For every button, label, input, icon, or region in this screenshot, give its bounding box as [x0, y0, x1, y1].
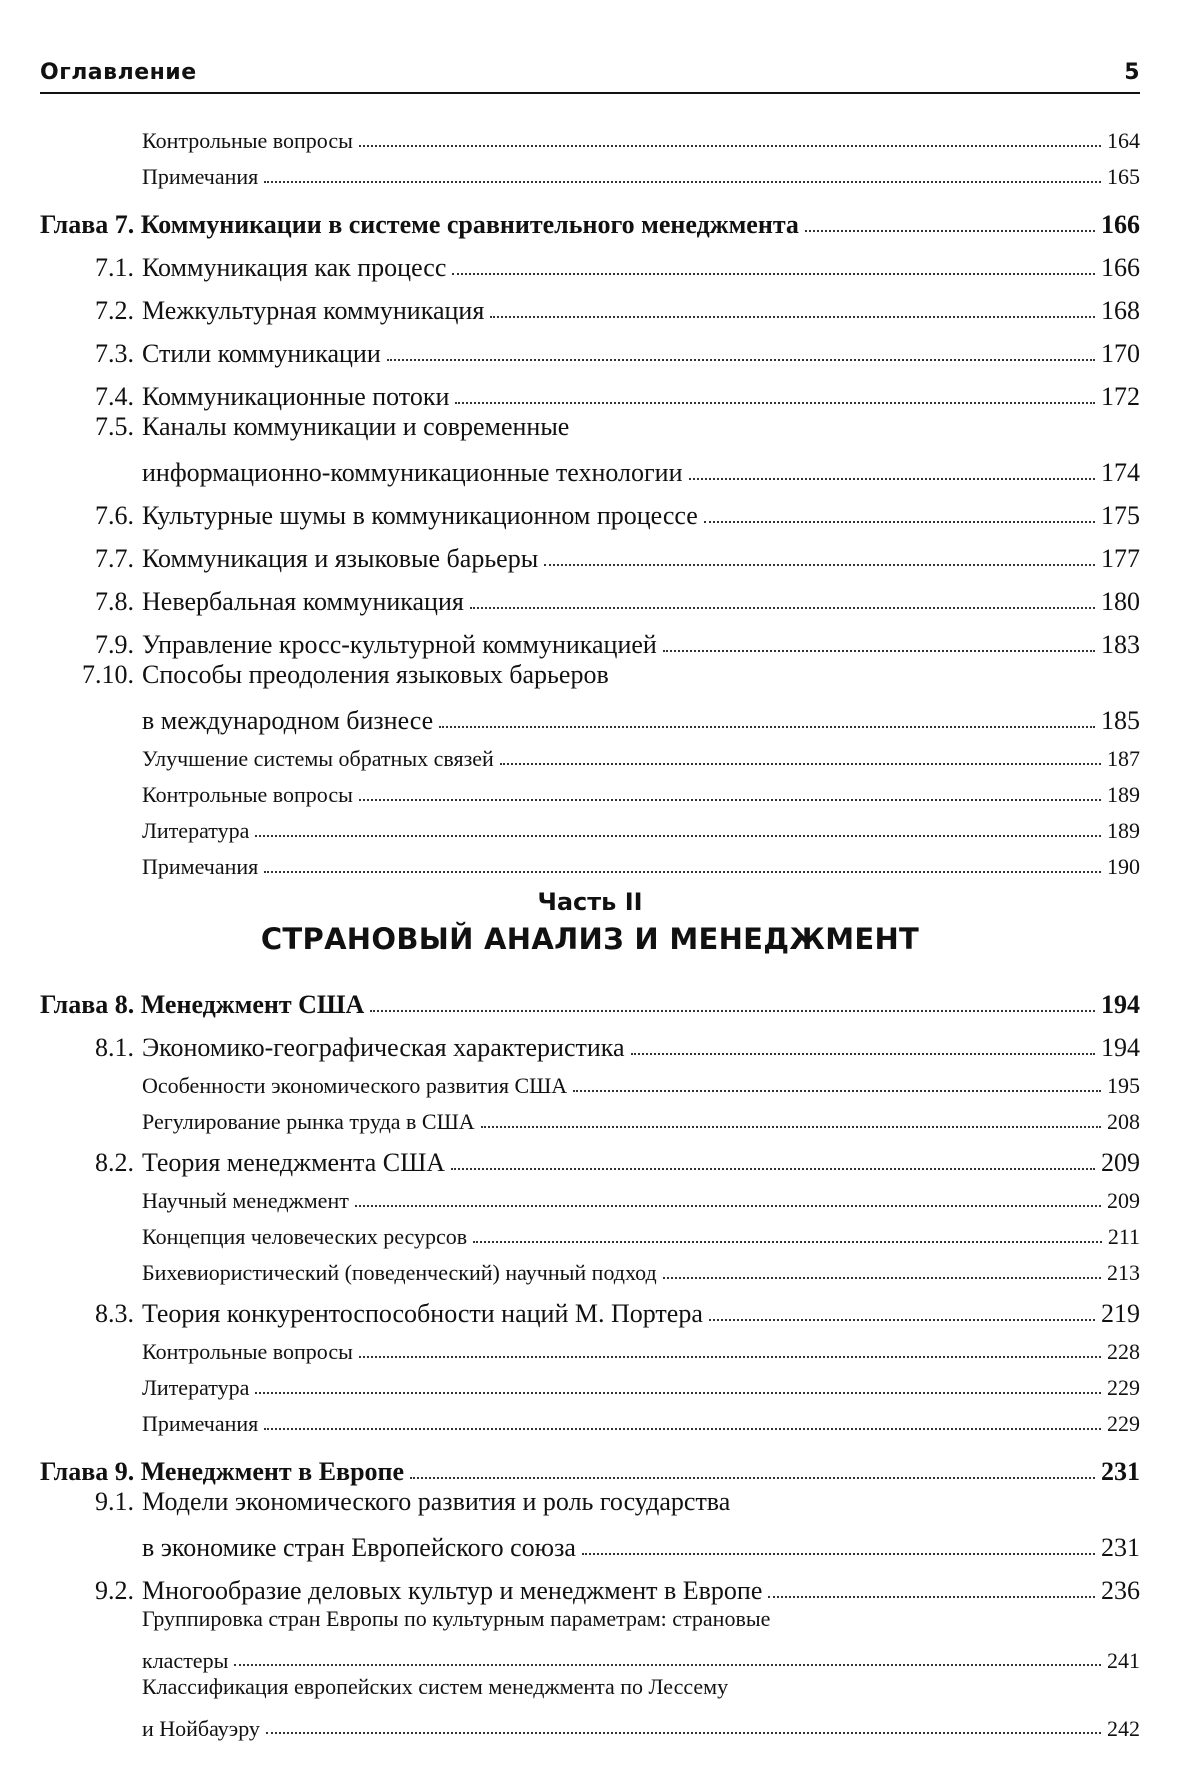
dot-leader [709, 1319, 1095, 1321]
toc-subentry [40, 1250, 1140, 1286]
toc-entry-text: Научный менеджмент [142, 1188, 349, 1213]
table-of-contents [40, 118, 1140, 1742]
toc-section [40, 1135, 1140, 1178]
toc-section [40, 326, 1140, 369]
dot-leader [355, 1205, 1101, 1207]
section-page-number: 209 [1101, 1148, 1140, 1177]
dot-leader [359, 1356, 1101, 1358]
dot-leader [266, 1732, 1101, 1734]
toc-entry-text: Примечания [142, 164, 259, 189]
section-number: 9.1. [95, 1487, 134, 1516]
dot-leader [452, 273, 1095, 275]
dot-leader [805, 230, 1095, 232]
part-heading [40, 888, 1140, 966]
section-title-line1: Способы преодоления языковых барьеров [142, 660, 609, 689]
toc-entry-text: Регулирование рынка труда в США [142, 1109, 475, 1134]
section-title: Межкультурная коммуникация [142, 296, 485, 325]
section-title: Коммуникация и языковые барьеры [142, 544, 539, 573]
toc-page-number: 187 [1107, 746, 1140, 771]
chapter-heading [40, 196, 1140, 240]
section-page-number: 236 [1101, 1576, 1140, 1605]
dot-leader [544, 564, 1095, 566]
section-title-line2: в экономике стран Европейского союза [142, 1533, 576, 1562]
toc-page-number: 241 [1107, 1648, 1140, 1673]
section-title-line2: в международном бизнесе [142, 706, 434, 735]
section-page-number: 174 [1101, 458, 1140, 487]
toc-subentry-multiline [40, 1606, 1140, 1674]
dot-leader [264, 871, 1101, 873]
section-number: 8.2. [95, 1148, 134, 1177]
dot-leader [704, 521, 1095, 523]
section-page-number: 172 [1101, 382, 1140, 411]
section-title: Многообразие деловых культур и менеджмент в Европе [142, 1576, 763, 1605]
section-page-number: 168 [1101, 296, 1140, 325]
toc-subentry [40, 118, 1140, 154]
section-title: Управление кросс-культурной коммуникацией [142, 630, 657, 659]
toc-subentry [40, 1099, 1140, 1135]
toc-subentry [40, 1063, 1140, 1099]
subentry-line2: кластеры [142, 1648, 229, 1673]
section-number: 7.3. [95, 339, 134, 368]
section-page-number: 166 [1101, 253, 1140, 282]
toc-page-number: 189 [1107, 782, 1140, 807]
section-title: Коммуникация как процесс [142, 253, 447, 282]
toc-section [40, 488, 1140, 531]
toc-section [40, 574, 1140, 617]
toc-section-multiline [40, 412, 1140, 488]
toc-entry-text: Контрольные вопросы [142, 1339, 353, 1364]
section-title: Культурные шумы в коммуникационном процессе [142, 501, 698, 530]
chapter-page-number: 194 [1101, 990, 1140, 1019]
toc-entry-text: Примечания [142, 1411, 259, 1436]
toc-page-number: 195 [1107, 1073, 1140, 1098]
chapter-heading [40, 1443, 1140, 1487]
dot-leader [410, 1477, 1095, 1479]
section-page-number: 183 [1101, 630, 1140, 659]
section-title: Теория конкурентоспособности наций М. Портера [142, 1299, 703, 1328]
section-number: 7.7. [95, 544, 134, 573]
toc-entry-text: Особенности экономического развития США [142, 1073, 568, 1098]
toc-section-multiline [40, 660, 1140, 736]
toc-subentry [40, 1365, 1140, 1401]
dot-leader [490, 316, 1095, 318]
toc-entry-text: Улучшение системы обратных связей [142, 746, 494, 771]
running-head [40, 58, 1140, 94]
section-page-number: 219 [1101, 1299, 1140, 1328]
section-title: Невербальная коммуникация [142, 587, 464, 616]
section-title: Коммуникационные потоки [142, 382, 450, 411]
section-number: 7.5. [95, 412, 134, 441]
toc-subentry [40, 808, 1140, 844]
running-head-title: Оглавление [40, 60, 197, 85]
toc-entry-text: Примечания [142, 854, 259, 879]
chapter-page-number: 166 [1101, 210, 1140, 239]
toc-entry-text: Литература [142, 1375, 250, 1400]
dot-leader [264, 1428, 1101, 1430]
dot-leader [663, 650, 1095, 652]
toc-section [40, 617, 1140, 660]
dot-leader [255, 1392, 1101, 1394]
section-page-number: 175 [1101, 501, 1140, 530]
chapter-title: Глава 8. Менеджмент США [40, 990, 365, 1019]
chapter-title: Глава 9. Менеджмент в Европе [40, 1457, 405, 1486]
part-title: СТРАНОВЫЙ АНАЛИЗ И МЕНЕДЖМЕНТ [260, 922, 920, 956]
dot-leader [500, 763, 1101, 765]
dot-leader [768, 1596, 1095, 1598]
toc-section [40, 240, 1140, 283]
toc-subentry [40, 772, 1140, 808]
section-number: 7.6. [95, 501, 134, 530]
toc-page-number: 164 [1107, 128, 1140, 153]
toc-entry-text: Концепция человеческих ресурсов [142, 1224, 468, 1249]
dot-leader [439, 726, 1095, 728]
toc-section [40, 1563, 1140, 1606]
toc-subentry-multiline [40, 1674, 1140, 1742]
toc-page-number: 208 [1107, 1109, 1140, 1134]
section-number: 8.1. [95, 1033, 134, 1062]
dot-leader [689, 478, 1095, 480]
toc-section [40, 1020, 1140, 1063]
dot-leader [573, 1090, 1101, 1092]
section-page-number: 185 [1101, 706, 1140, 735]
section-page-number: 231 [1101, 1533, 1140, 1562]
toc-entry-text: Контрольные вопросы [142, 128, 353, 153]
toc-subentry [40, 154, 1140, 190]
toc-page-number: 228 [1107, 1339, 1140, 1364]
section-number: 7.1. [95, 253, 134, 282]
toc-section [40, 1286, 1140, 1329]
dot-leader [451, 1168, 1095, 1170]
section-title: Теория менеджмента США [142, 1148, 446, 1177]
chapter-title: Глава 7. Коммуникации в системе сравнительного менеджмента [40, 210, 799, 239]
toc-page-number: 213 [1107, 1260, 1140, 1285]
dot-leader [455, 402, 1095, 404]
toc-subentry [40, 1178, 1140, 1214]
toc-entry-text: Литература [142, 818, 250, 843]
toc-page-number: 209 [1107, 1188, 1140, 1213]
toc-page-number: 229 [1107, 1411, 1140, 1436]
toc-section [40, 369, 1140, 412]
dot-leader [255, 835, 1101, 837]
chapter-page-number: 231 [1101, 1457, 1140, 1486]
section-title-line2: информационно-коммуникационные технологии [142, 458, 683, 487]
toc-subentry [40, 844, 1140, 880]
section-page-number: 170 [1101, 339, 1140, 368]
section-number: 7.2. [95, 296, 134, 325]
section-number: 7.4. [95, 382, 134, 411]
subentry-line2: и Нойбауэру [142, 1716, 260, 1741]
dot-leader [387, 359, 1095, 361]
dot-leader [359, 145, 1101, 147]
subentry-line1: Группировка стран Европы по культурным параметрам: страновые [142, 1606, 771, 1631]
chapter-heading [40, 976, 1140, 1020]
section-title: Стили коммуникации [142, 339, 381, 368]
toc-subentry [40, 1214, 1140, 1250]
section-number: 9.2. [95, 1576, 134, 1605]
page-number: 5 [1124, 60, 1140, 85]
dot-leader [631, 1053, 1095, 1055]
dot-leader [582, 1553, 1095, 1555]
toc-subentry [40, 1401, 1140, 1437]
dot-leader [234, 1664, 1101, 1666]
toc-entry-text: Бихевиористический (поведенческий) научный подход [142, 1260, 657, 1285]
section-page-number: 177 [1101, 544, 1140, 573]
dot-leader [481, 1126, 1101, 1128]
section-title: Экономико-географическая характеристика [142, 1033, 625, 1062]
subentry-line1: Классификация европейских систем менеджмента по Лессему [142, 1674, 729, 1699]
section-number: 7.10. [82, 660, 134, 689]
dot-leader [359, 799, 1101, 801]
dot-leader [264, 181, 1101, 183]
toc-page-number: 229 [1107, 1375, 1140, 1400]
section-page-number: 194 [1101, 1033, 1140, 1062]
toc-page-number: 242 [1107, 1716, 1140, 1741]
section-number: 7.8. [95, 587, 134, 616]
toc-page-number: 165 [1107, 164, 1140, 189]
toc-page-number: 189 [1107, 818, 1140, 843]
toc-section-multiline [40, 1487, 1140, 1563]
section-number: 8.3. [95, 1299, 134, 1328]
section-number: 7.9. [95, 630, 134, 659]
dot-leader [370, 1010, 1095, 1012]
section-title-line1: Модели экономического развития и роль государства [142, 1487, 731, 1516]
part-label: Часть II [537, 888, 643, 916]
toc-section [40, 283, 1140, 326]
toc-section [40, 531, 1140, 574]
toc-entry-text: Контрольные вопросы [142, 782, 353, 807]
dot-leader [470, 607, 1095, 609]
toc-subentry [40, 736, 1140, 772]
toc-subentry [40, 1329, 1140, 1365]
toc-page-number: 190 [1107, 854, 1140, 879]
section-page-number: 180 [1101, 587, 1140, 616]
dot-leader [663, 1277, 1101, 1279]
toc-page-number: 211 [1107, 1224, 1140, 1249]
dot-leader [473, 1241, 1102, 1243]
section-title-line1: Каналы коммуникации и современные [142, 412, 570, 441]
